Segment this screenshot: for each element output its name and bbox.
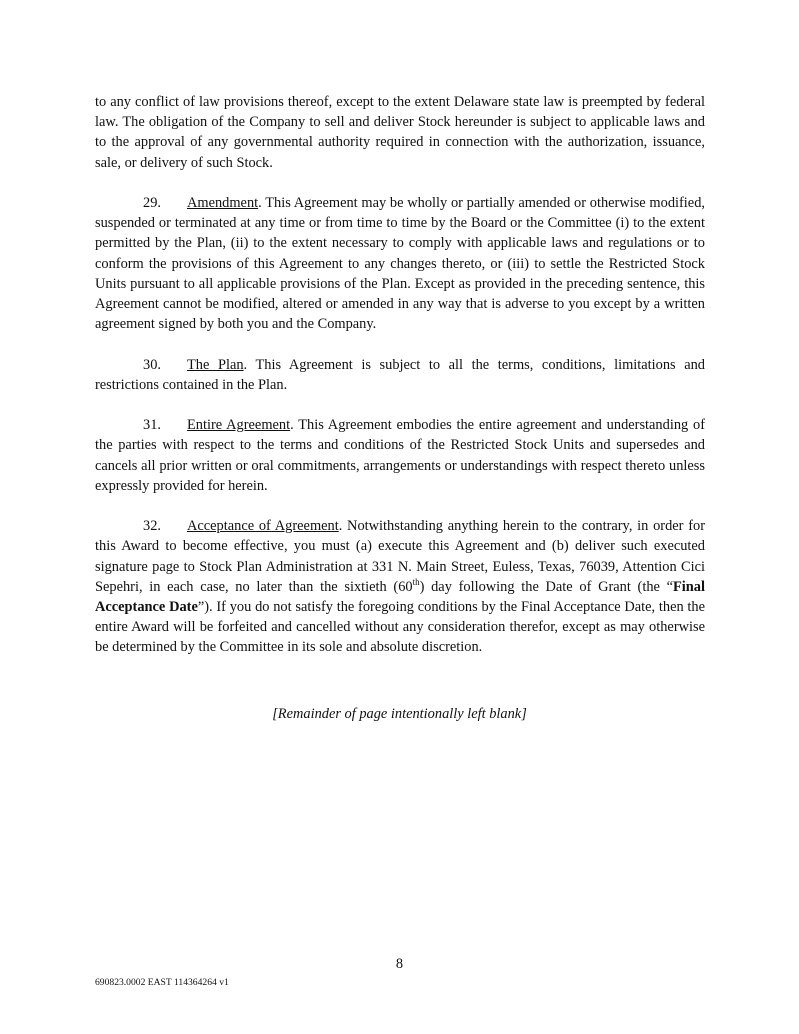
section-32-acceptance <box>95 516 705 657</box>
section-29-amendment <box>95 193 705 334</box>
section-heading: Amendment <box>187 195 259 211</box>
ordinal-superscript: th <box>412 577 420 588</box>
section-body: . This Agreement embodies the entire agreement and understanding of the parties with respect to the terms and conditions of the Restricted Stock Units and supersedes and cancels all prior written or oral commitments, arrangements or understandings with respect thereto unless expressly provided for herein. <box>95 417 705 494</box>
paragraph-continuation <box>95 92 705 173</box>
section-heading: The Plan <box>187 356 244 373</box>
section-number: 32. <box>143 518 161 535</box>
defined-term: Final Acceptance Date <box>95 578 705 616</box>
page-number: 8 <box>395 956 404 972</box>
section-30-the-plan <box>95 355 705 395</box>
section-number: 29. <box>143 195 161 211</box>
document-body <box>95 92 705 678</box>
section-body-part-b: ) day following the Date of Grant (the “ <box>419 578 673 595</box>
section-heading: Acceptance of Agreement <box>187 518 339 535</box>
paragraph-text: to any conflict of law provisions thereof, except to the extent Delaware state law is preempted by federal law. The obligation of the Company to sell and deliver Stock hereunder is subject to applicable laws and to the approval of any governmental authority required in connection with the authorization, issuance, sale, or delivery of such Stock. <box>95 94 705 171</box>
section-body-part-c: ”). If you do not satisfy the foregoing conditions by the Final Acceptance Date, then the entire Award will be forfeited and cancelled without any consideration therefor, except as may otherwise be determined by the Committee in its sole and absolute discretion. <box>95 599 705 656</box>
section-heading: Entire Agreement <box>187 417 291 434</box>
section-body: . This Agreement is subject to all the terms, conditions, limitations and restrictions contained in the Plan. <box>95 356 705 393</box>
section-body-part-a: . Notwithstanding anything herein to the contrary, in order for this Award to become effective, you must (a) execute this Agreement and (b) deliver such executed signature page to Stock Plan Administration at 331 N. Main Street, Euless, Texas, 76039, Attention Cici Sepehri, in each case, no later than the sixtieth (60 <box>95 518 705 595</box>
section-31-entire-agreement <box>95 415 705 496</box>
remainder-blank-note: [Remainder of page intentionally left blank] <box>272 706 527 722</box>
section-body: . This Agreement may be wholly or partially amended or otherwise modified, suspended or terminated at any time or from time to time by the Board or the Committee (i) to the extent permitted by the Plan, (ii) to the extent necessary to comply with applicable laws and regulations or to conform the provisions of this Agreement to any changes thereto, or (iii) to settle the Restricted Stock Units pursuant to all applicable provisions of the Plan. Except as provided in the preceding sentence, this Agreement cannot be modified, altered or amended in any way that is adverse to you except by a written agreement signed by both you and the Company. <box>95 195 705 333</box>
document-footer-id: 690823.0002 EAST 114364264 v1 <box>95 977 229 988</box>
section-number: 30. <box>143 356 161 373</box>
section-number: 31. <box>143 417 161 434</box>
